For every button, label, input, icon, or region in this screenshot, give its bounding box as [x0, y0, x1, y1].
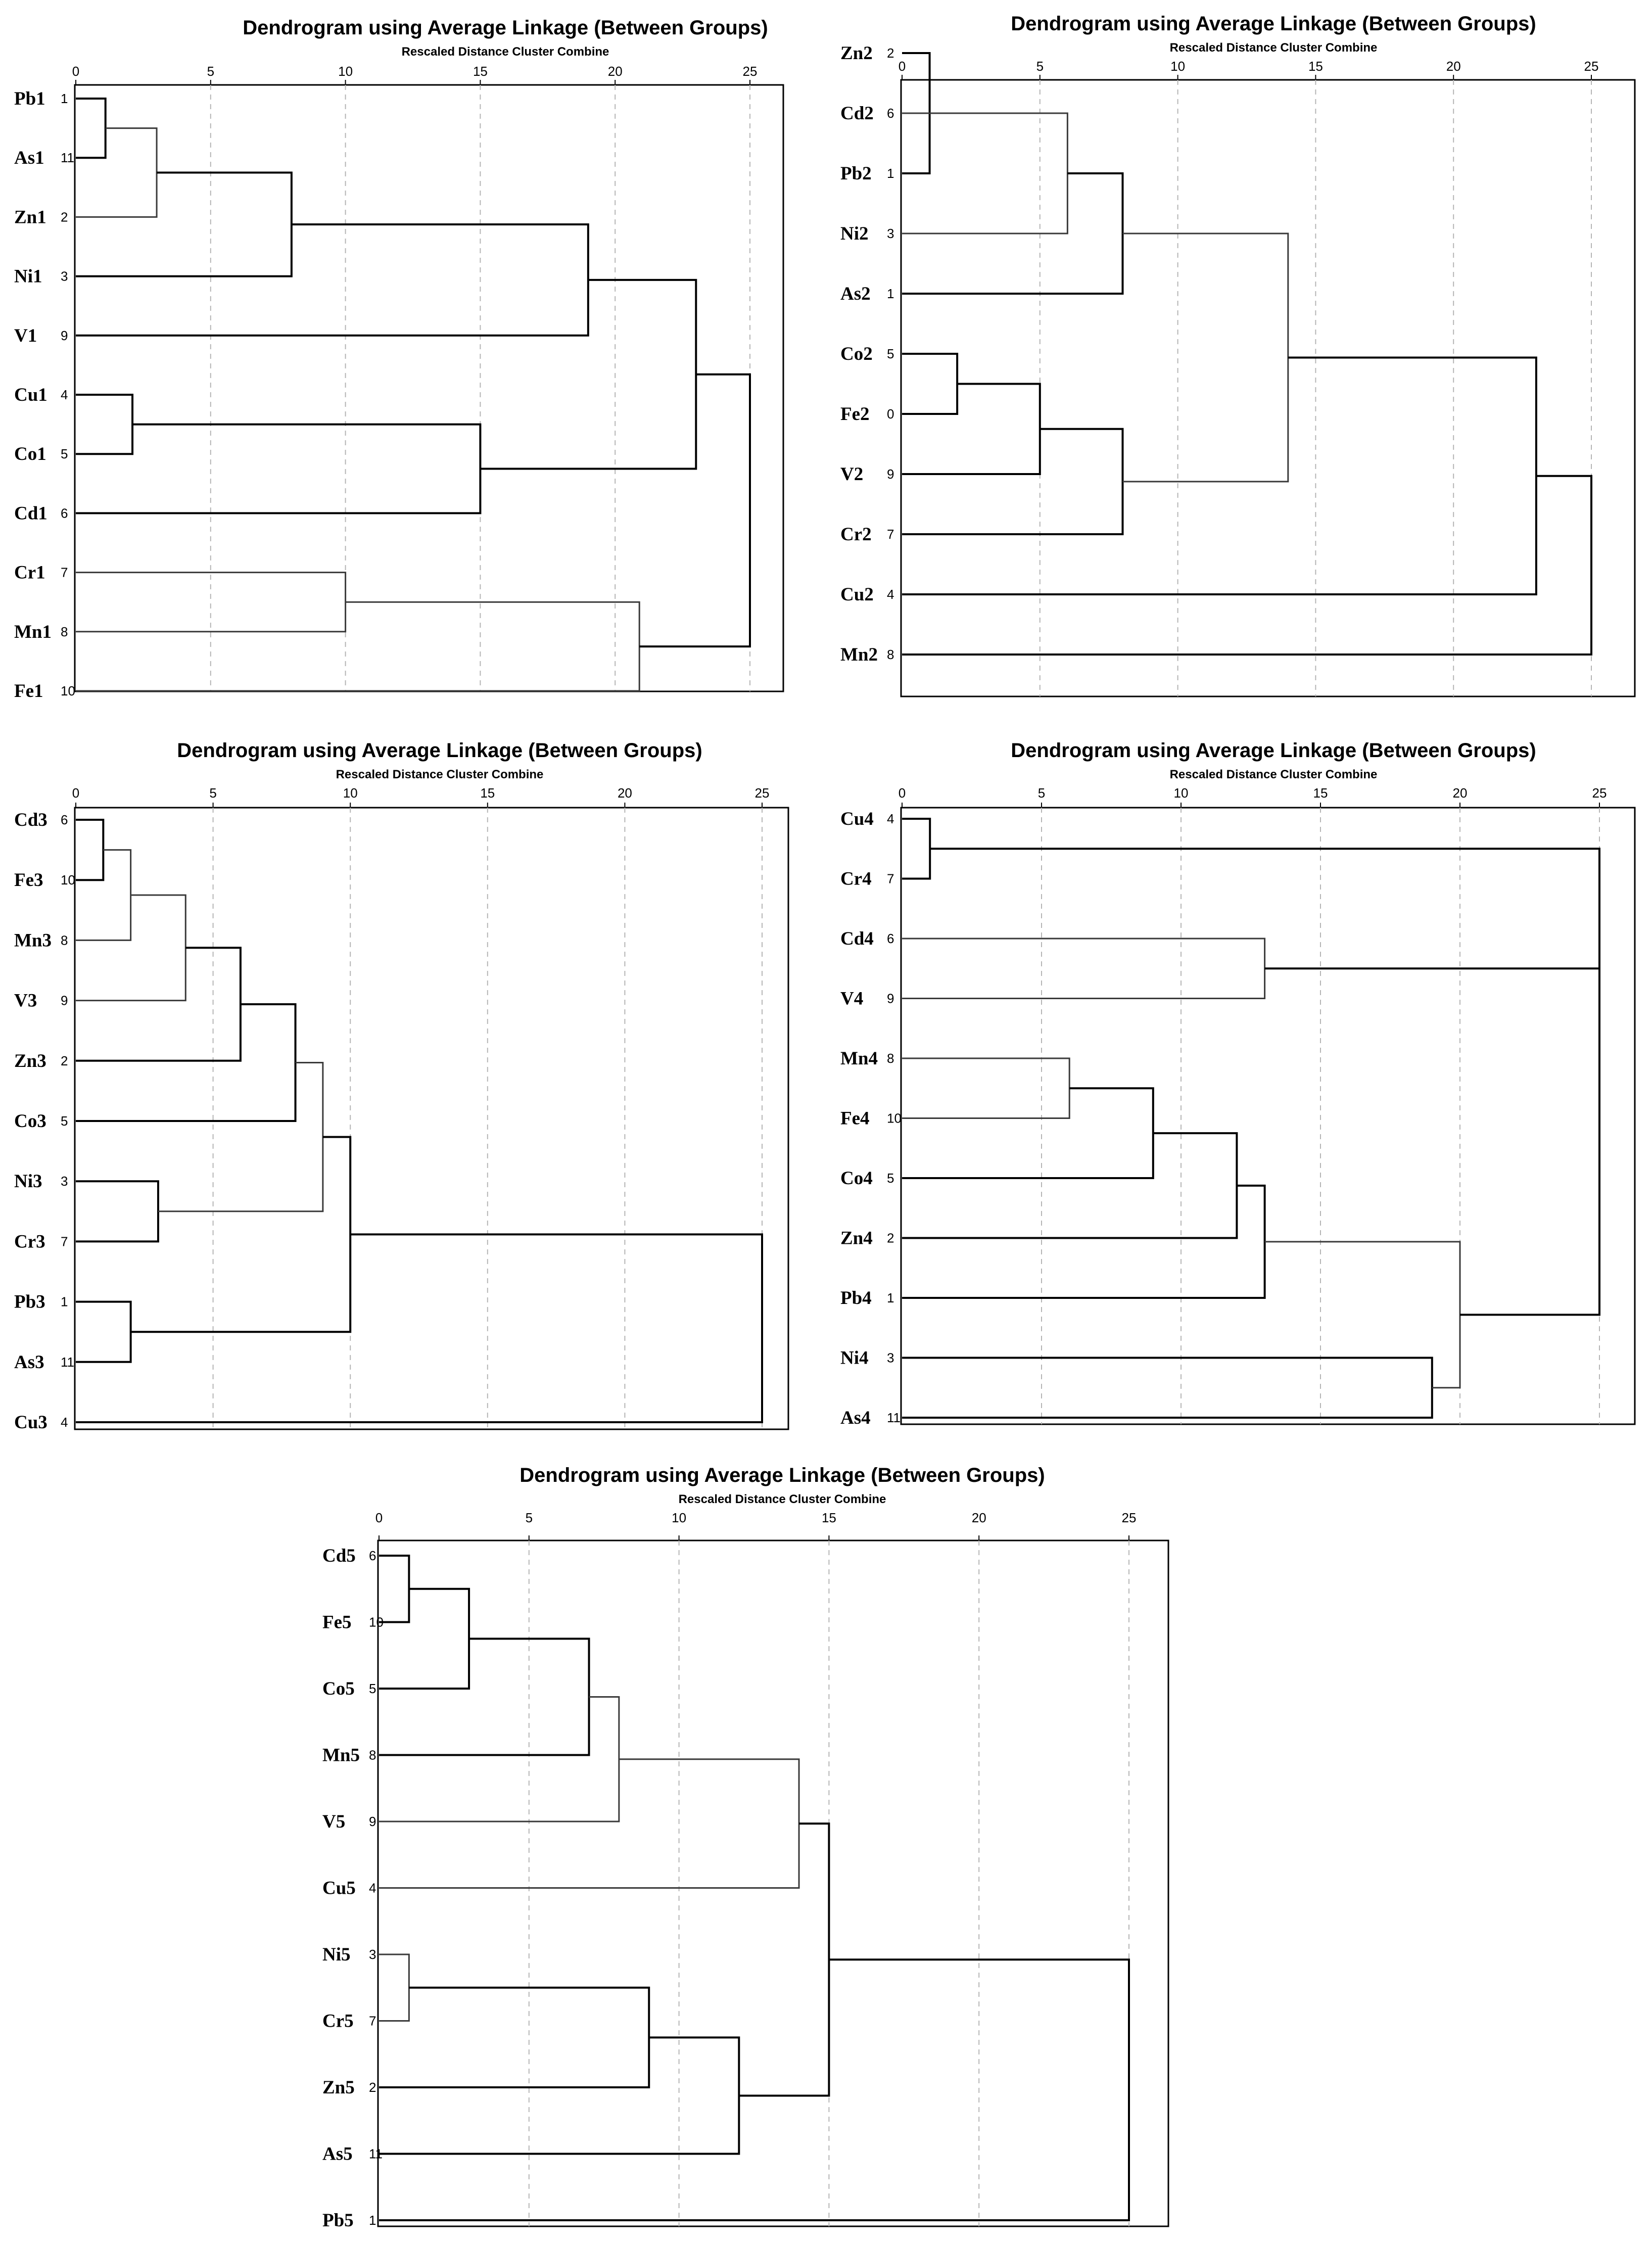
- leaf-case-number: 5: [61, 1113, 68, 1129]
- leaf-label: Cd2: [840, 103, 874, 124]
- leaf-label: Co4: [840, 1168, 873, 1189]
- leaf-label: Mn1: [14, 621, 52, 642]
- leaf-case-number: 1: [61, 91, 68, 106]
- leaf-case-number: 9: [61, 328, 68, 343]
- chart-title: Dendrogram using Average Linkage (Between Groups): [1011, 13, 1536, 35]
- leaf-case-number: 4: [887, 587, 894, 602]
- x-tick-label: 15: [1308, 59, 1323, 74]
- leaf-case-number: 6: [369, 1548, 376, 1563]
- leaf-label: Mn3: [14, 930, 52, 951]
- dendrogram-link: [76, 99, 106, 158]
- leaf-case-number: 8: [369, 1747, 376, 1763]
- leaf-case-number: 10: [369, 1614, 384, 1630]
- leaf-label: Zn4: [840, 1228, 873, 1249]
- dendrogram-link: [902, 1058, 1069, 1118]
- dendrogram-chart-4: [826, 723, 1652, 1445]
- leaf-case-number: 4: [369, 1880, 376, 1896]
- leaf-case-number: 7: [887, 527, 894, 542]
- leaf-case-number: 5: [887, 1171, 894, 1186]
- dendrogram-link: [379, 2037, 739, 2154]
- leaf-case-number: 6: [887, 106, 894, 121]
- leaf-label: Mn4: [840, 1048, 878, 1069]
- x-tick-label: 5: [525, 1510, 533, 1525]
- x-tick-label: 25: [754, 785, 770, 801]
- leaf-label: Pb1: [14, 88, 45, 109]
- x-tick-label: 10: [1173, 785, 1189, 801]
- leaf-label: Fe5: [322, 1612, 352, 1633]
- dendrogram-link: [76, 1302, 131, 1362]
- dendrogram-panel-5: [298, 1456, 1188, 2239]
- leaf-label: As2: [840, 284, 871, 304]
- x-tick-label: 5: [209, 785, 217, 801]
- leaf-label: Zn3: [14, 1050, 46, 1071]
- dendrogram-link: [379, 1759, 799, 1888]
- leaf-case-number: 8: [61, 624, 68, 639]
- leaf-label: Zn5: [322, 2077, 355, 2098]
- leaf-label: Cu2: [840, 584, 874, 605]
- leaf-case-number: 1: [369, 2213, 376, 2228]
- dendrogram-link: [379, 1697, 619, 1821]
- leaf-case-number: 3: [61, 1174, 68, 1189]
- x-tick-label: 5: [1036, 59, 1044, 74]
- x-tick-label: 20: [617, 785, 632, 801]
- x-tick-label: 0: [375, 1510, 383, 1525]
- dendrogram-link: [902, 384, 1040, 475]
- dendrogram-panel-1: [0, 0, 814, 718]
- dendrogram-link: [1460, 909, 1599, 1315]
- leaf-label: V4: [840, 988, 864, 1009]
- x-tick-label: 25: [1592, 785, 1607, 801]
- leaf-label: Co3: [14, 1111, 46, 1132]
- leaf-label: Cd3: [14, 810, 48, 830]
- chart-subtitle: Rescaled Distance Cluster Combine: [401, 45, 609, 59]
- leaf-case-number: 6: [61, 505, 68, 521]
- x-tick-label: 10: [672, 1510, 687, 1525]
- leaf-label: Cu5: [322, 1878, 356, 1899]
- leaf-label: As5: [322, 2143, 353, 2165]
- dendrogram-link: [902, 819, 930, 879]
- leaf-case-number: 11: [369, 2146, 383, 2162]
- dendrogram-link: [379, 1954, 409, 2021]
- dendrogram-link: [379, 1556, 409, 1622]
- chart-title: Dendrogram using Average Linkage (Between Groups): [520, 1464, 1045, 1486]
- leaf-label: Cd4: [840, 928, 874, 949]
- dendrogram-link: [76, 173, 292, 276]
- plot-frame: [901, 80, 1635, 696]
- leaf-case-number: 11: [61, 150, 74, 166]
- leaf-label: Mn2: [840, 644, 878, 665]
- leaf-case-number: 7: [369, 2013, 376, 2029]
- leaf-label: Cd5: [322, 1546, 356, 1566]
- leaf-case-number: 7: [887, 871, 894, 886]
- dendrogram-chart-2: [826, 0, 1652, 718]
- x-tick-label: 15: [480, 785, 495, 801]
- leaf-label: Co5: [322, 1678, 355, 1699]
- dendrogram-link: [902, 939, 1265, 999]
- x-tick-label: 10: [338, 64, 353, 79]
- leaf-case-number: 2: [369, 2080, 376, 2095]
- leaf-case-number: 1: [887, 166, 894, 181]
- leaf-label: Ni5: [322, 1944, 351, 1965]
- dendrogram-link: [1265, 1242, 1460, 1388]
- x-tick-label: 15: [473, 64, 488, 79]
- leaf-case-number: 3: [369, 1947, 376, 1962]
- dendrogram-panel-4: [826, 723, 1652, 1445]
- leaf-case-number: 3: [61, 268, 68, 284]
- leaf-label: Cr3: [14, 1231, 45, 1252]
- dendrogram-panel-3: [0, 723, 814, 1445]
- leaf-label: Ni3: [14, 1171, 42, 1192]
- plot-frame: [901, 808, 1635, 1424]
- x-tick-label: 10: [1170, 59, 1186, 74]
- leaf-label: Pb3: [14, 1291, 45, 1313]
- leaf-case-number: 6: [61, 812, 68, 827]
- dendrogram-link: [902, 1186, 1265, 1298]
- leaf-label: Cr2: [840, 524, 872, 545]
- leaf-label: Ni2: [840, 223, 869, 244]
- leaf-label: V5: [322, 1811, 346, 1832]
- dendrogram-link: [902, 1088, 1153, 1178]
- leaf-label: Pb5: [322, 2210, 354, 2231]
- chart-title: Dendrogram using Average Linkage (Between Groups): [1011, 739, 1536, 762]
- leaf-case-number: 9: [61, 993, 68, 1008]
- dendrogram-link: [76, 1004, 296, 1121]
- chart-subtitle: Rescaled Distance Cluster Combine: [1169, 768, 1378, 781]
- leaf-label: Co1: [14, 444, 46, 465]
- leaf-case-number: 2: [61, 209, 68, 225]
- leaf-case-number: 4: [887, 811, 894, 826]
- x-tick-label: 20: [607, 64, 623, 79]
- leaf-label: Fe4: [840, 1108, 870, 1129]
- leaf-case-number: 8: [887, 647, 894, 662]
- plot-frame: [75, 85, 783, 691]
- leaf-label: Fe2: [840, 404, 870, 425]
- dendrogram-link: [76, 820, 103, 880]
- chart-subtitle: Rescaled Distance Cluster Combine: [336, 768, 544, 781]
- dendrogram-link: [76, 425, 480, 513]
- leaf-case-number: 6: [887, 931, 894, 946]
- dendrogram-link: [379, 1959, 1129, 2220]
- x-tick-label: 0: [898, 59, 906, 74]
- dendrogram-link: [158, 1063, 323, 1211]
- leaf-case-number: 8: [61, 932, 68, 948]
- x-tick-label: 5: [207, 64, 215, 79]
- leaf-case-number: 3: [887, 1350, 894, 1366]
- leaf-case-number: 2: [61, 1053, 68, 1068]
- x-tick-label: 25: [742, 64, 758, 79]
- dendrogram-link: [76, 948, 241, 1061]
- leaf-case-number: 10: [887, 1110, 902, 1126]
- leaf-label: V2: [840, 464, 864, 485]
- leaf-case-number: 11: [61, 1354, 74, 1370]
- x-tick-label: 25: [1584, 59, 1599, 74]
- leaf-label: Cu1: [14, 385, 48, 405]
- chart-subtitle: Rescaled Distance Cluster Combine: [678, 1492, 886, 1506]
- dendrogram-link: [902, 429, 1122, 534]
- dendrogram-link: [76, 128, 157, 217]
- leaf-label: Zn2: [840, 43, 873, 64]
- dendrogram-link: [76, 1181, 158, 1241]
- dendrogram-link: [76, 224, 588, 336]
- chart-subtitle: Rescaled Distance Cluster Combine: [1169, 41, 1378, 55]
- dendrogram-link: [902, 357, 1536, 594]
- dendrogram-link: [639, 375, 750, 646]
- leaf-label: Cu3: [14, 1412, 48, 1433]
- leaf-case-number: 9: [887, 991, 894, 1006]
- x-tick-label: 25: [1121, 1510, 1137, 1525]
- leaf-case-number: 4: [61, 387, 68, 402]
- plot-frame: [378, 1540, 1168, 2226]
- dendrogram-link: [76, 395, 132, 454]
- leaf-label: Mn5: [322, 1745, 360, 1766]
- leaf-label: As1: [14, 148, 44, 169]
- leaf-case-number: 5: [369, 1681, 376, 1696]
- leaf-label: As3: [14, 1351, 44, 1373]
- leaf-case-number: 11: [887, 1410, 901, 1425]
- dendrogram-chart-3: [0, 723, 814, 1445]
- leaf-label: Zn1: [14, 207, 46, 228]
- dendrogram-link: [902, 476, 1591, 655]
- leaf-label: Pb4: [840, 1288, 872, 1309]
- leaf-case-number: 3: [887, 226, 894, 241]
- x-tick-label: 0: [72, 785, 80, 801]
- leaf-label: Cd1: [14, 503, 48, 524]
- leaf-label: Ni1: [14, 266, 42, 287]
- leaf-label: Ni4: [840, 1347, 869, 1369]
- leaf-label: V3: [14, 990, 37, 1011]
- leaf-case-number: 7: [61, 1234, 68, 1249]
- leaf-label: Fe1: [14, 681, 43, 702]
- chart-title: Dendrogram using Average Linkage (Between Groups): [243, 17, 768, 39]
- leaf-case-number: 2: [887, 1230, 894, 1246]
- leaf-label: Cr1: [14, 562, 45, 583]
- dendrogram-link: [739, 1824, 829, 2095]
- leaf-label: Fe3: [14, 870, 43, 891]
- x-tick-label: 5: [1037, 785, 1046, 801]
- dendrogram-link: [902, 354, 957, 414]
- leaf-case-number: 1: [887, 1290, 894, 1305]
- leaf-case-number: 7: [61, 565, 68, 580]
- dendrogram-panel-2: [826, 0, 1652, 718]
- dendrogram-link: [379, 1639, 589, 1755]
- plot-frame: [75, 808, 788, 1429]
- dendrogram-link: [76, 602, 639, 691]
- leaf-label: As4: [840, 1408, 871, 1428]
- dendrogram-chart-1: [0, 0, 814, 718]
- leaf-case-number: 4: [61, 1415, 68, 1430]
- dendrogram-chart-5: [298, 1456, 1188, 2239]
- leaf-label: Cr4: [840, 868, 872, 890]
- leaf-case-number: 9: [887, 466, 894, 482]
- leaf-case-number: 5: [887, 346, 894, 361]
- leaf-case-number: 0: [887, 406, 894, 422]
- dendrogram-link: [1122, 233, 1288, 482]
- leaf-case-number: 2: [887, 45, 894, 61]
- leaf-label: Cr5: [322, 2011, 354, 2032]
- leaf-label: Pb2: [840, 163, 872, 184]
- leaf-case-number: 10: [61, 683, 75, 698]
- dendrogram-link: [379, 1589, 469, 1689]
- dendrogram-link: [902, 1358, 1432, 1418]
- x-tick-label: 20: [1452, 785, 1468, 801]
- dendrogram-link: [379, 1988, 649, 2087]
- x-tick-label: 0: [898, 785, 906, 801]
- leaf-case-number: 1: [887, 286, 894, 301]
- leaf-case-number: 10: [61, 872, 75, 888]
- chart-title: Dendrogram using Average Linkage (Between Groups): [177, 739, 702, 762]
- leaf-case-number: 8: [887, 1051, 894, 1066]
- leaf-case-number: 9: [369, 1814, 376, 1829]
- x-tick-label: 20: [1446, 59, 1461, 74]
- dendrogram-link: [902, 1133, 1237, 1238]
- x-tick-label: 15: [821, 1510, 836, 1525]
- leaf-label: V1: [14, 325, 37, 346]
- leaf-label: Co2: [840, 344, 873, 364]
- x-tick-label: 10: [343, 785, 358, 801]
- dendrogram-link: [131, 1137, 351, 1332]
- dendrogram-link: [76, 1234, 762, 1422]
- leaf-case-number: 1: [61, 1294, 68, 1310]
- x-tick-label: 0: [72, 64, 80, 79]
- x-tick-label: 15: [1313, 785, 1328, 801]
- leaf-label: Cu4: [840, 809, 874, 829]
- x-tick-label: 20: [971, 1510, 986, 1525]
- leaf-case-number: 5: [61, 446, 68, 462]
